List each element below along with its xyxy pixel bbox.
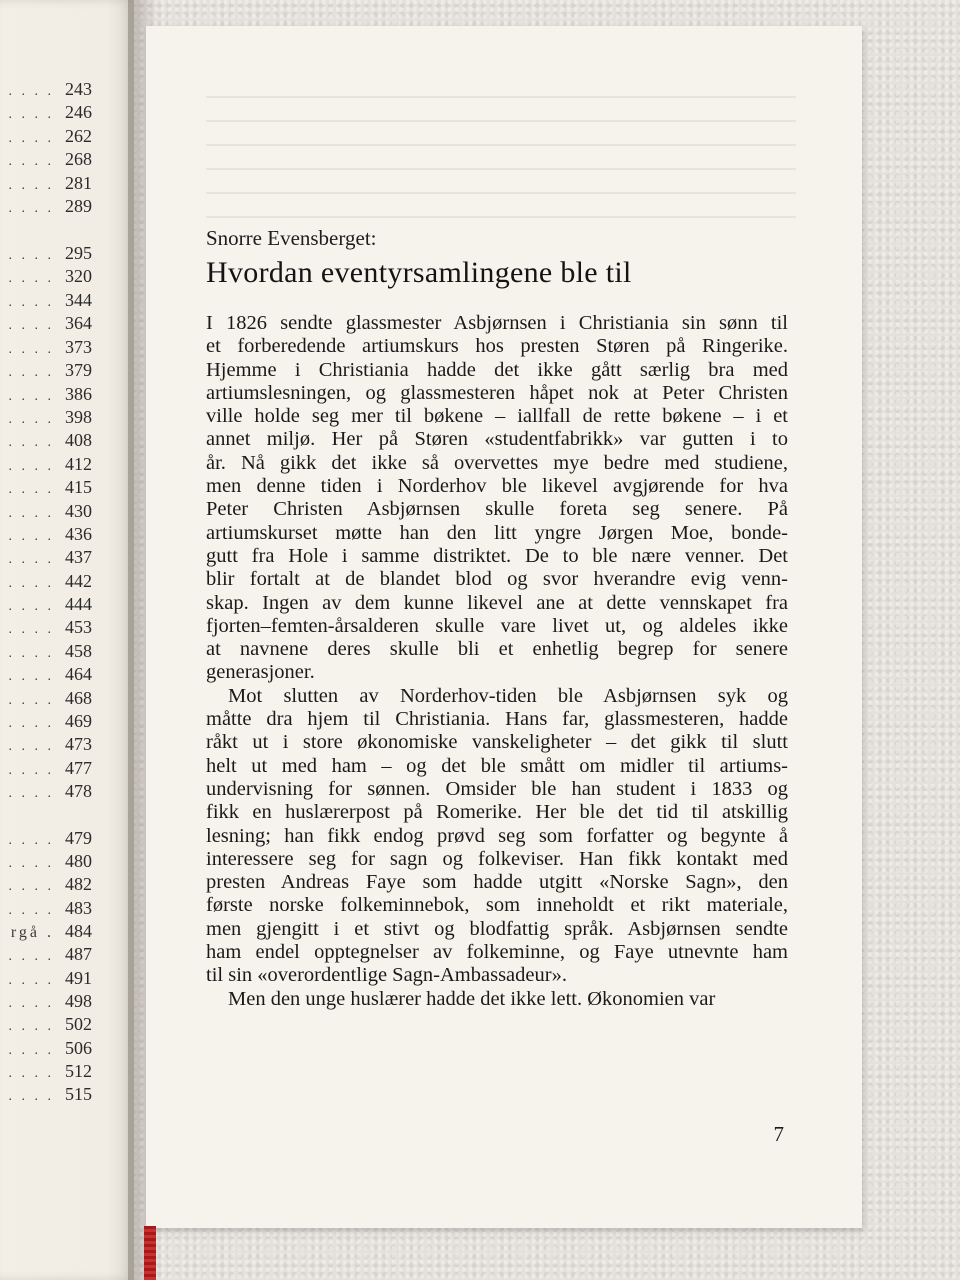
toc-entry <box>0 663 92 685</box>
toc-entry <box>0 1083 92 1105</box>
toc-leader: . . . . <box>8 459 54 474</box>
toc-entry <box>0 195 92 217</box>
body-line: fikk en huslærerpost på Romerike. Her ble det tid til atskillig <box>206 801 788 824</box>
body-line: helt ut med ham – og det ble smått om midler til artiums- <box>206 754 788 777</box>
body-line: til sin «overordentlige Sagn-Ambassadeur». <box>206 964 567 987</box>
toc-entry <box>0 101 92 123</box>
toc-entry <box>0 640 92 662</box>
toc-page-number: 398 <box>65 407 92 427</box>
toc-page-number: 246 <box>65 102 92 122</box>
toc-entry <box>0 757 92 779</box>
article-body <box>206 312 788 1011</box>
toc-leader: . . . . <box>8 482 54 497</box>
toc-leader: . . . . <box>8 996 54 1011</box>
toc-page-number: 295 <box>65 243 92 263</box>
toc-page-number: 498 <box>65 991 92 1011</box>
body-line: gutt fra Hole i samme distriktet. De to ble nære venner. Det <box>206 544 788 567</box>
toc-page-number: 480 <box>65 851 92 871</box>
body-line: interessere seg for sagn og folkeviser. Han fikk kontakt med <box>206 847 788 870</box>
body-line: måtte dra hjem til Christiania. Hans far, glassmesteren, hadde <box>206 708 788 731</box>
body-line: artiumskurset møtte han den litt yngre Jørgen Moe, bonde- <box>206 521 788 544</box>
toc-leader: . . . . <box>8 786 54 801</box>
toc-leader: . . . . <box>8 879 54 894</box>
toc-leader: . . . . <box>8 435 54 450</box>
body-line: fjorten–femten-årsalderen skulle vare livet ut, og aldeles ikke <box>206 614 788 637</box>
toc-page-number: 379 <box>65 360 92 380</box>
toc-entry <box>0 336 92 358</box>
toc-page-number: 344 <box>65 290 92 310</box>
toc-entry <box>0 593 92 615</box>
left-page <box>0 0 134 1280</box>
toc-page-number: 262 <box>65 126 92 146</box>
body-line: at navnene deres skulle bli et enhetlig begrep for senere <box>206 638 788 661</box>
toc-page-number: 458 <box>65 641 92 661</box>
toc-entry <box>0 920 92 942</box>
body-line: men denne tiden i Norderhov ble likevel avgjørende for hva <box>206 475 788 498</box>
toc-page-number: 243 <box>65 79 92 99</box>
toc-entry <box>0 242 92 264</box>
toc-entry <box>0 148 92 170</box>
body-line: blir fortalt at de blandet blod og svor hverandre evig venn- <box>206 568 788 591</box>
body-line: undervisning for sønnen. Omsider ble han student i 1833 og <box>206 777 788 800</box>
toc-leader: . . . . <box>8 271 54 286</box>
toc-leader: . . . . <box>8 412 54 427</box>
toc-leader: . . . . <box>8 365 54 380</box>
toc-entry <box>0 873 92 895</box>
toc-page-number: 464 <box>65 664 92 684</box>
body-line: første norske folkeminnebok, som inneholdt et rikt materiale, <box>206 894 788 917</box>
toc-page-number: 473 <box>65 734 92 754</box>
toc-entry <box>0 312 92 334</box>
toc-leader: . . . . <box>8 342 54 357</box>
toc-page-number: 469 <box>65 711 92 731</box>
toc-page-number: 491 <box>65 968 92 988</box>
toc-leader: . . . . <box>8 669 54 684</box>
body-line: Peter Christen Asbjørnsen skulle foreta seg senere. På <box>206 498 788 521</box>
article-title: Hvordan eventyrsamlingene ble til <box>206 256 632 289</box>
toc-entry <box>0 990 92 1012</box>
toc-leader: . . . . <box>8 318 54 333</box>
toc-page-number: 437 <box>65 547 92 567</box>
body-line: år. Nå gikk det ikke så overvettes mye bedre med studiene, <box>206 451 788 474</box>
toc-leader: . . . . <box>8 552 54 567</box>
toc-leader: . . . . <box>8 84 54 99</box>
toc-leader: . . . . <box>8 1089 54 1104</box>
toc-entry <box>0 850 92 872</box>
body-line: råkt ut i store økonomiske vanskeligheter – det gikk til slutt <box>206 731 788 754</box>
toc-entry <box>0 406 92 428</box>
show-through-text <box>206 96 796 236</box>
toc-leader: . . . . <box>8 529 54 544</box>
toc-page-number: 487 <box>65 944 92 964</box>
toc-leader: . . . . <box>8 646 54 661</box>
toc-entry <box>0 943 92 965</box>
toc-page-number: 484 <box>65 921 92 941</box>
toc-entry <box>0 383 92 405</box>
toc-entry <box>0 1013 92 1035</box>
body-line: ham endel opptegnelser av folkeminne, og Faye utnevnte ham <box>206 941 788 964</box>
toc-entry <box>0 733 92 755</box>
toc-page-number: 502 <box>65 1014 92 1034</box>
toc-entry <box>0 1037 92 1059</box>
body-line: Mot slutten av Norderhov-tiden ble Asbjørnsen syk og <box>228 684 788 707</box>
toc-leader: . . . . <box>8 295 54 310</box>
toc-page-number: 268 <box>65 149 92 169</box>
body-line: I 1826 sendte glassmester Asbjørnsen i Christiania sin sønn til <box>206 312 788 334</box>
page-number: 7 <box>773 1122 784 1146</box>
toc-leader: . . . . <box>8 716 54 731</box>
toc-leader: . . . . <box>8 1043 54 1058</box>
toc-leader: . . . . <box>8 622 54 637</box>
body-line: artiumslesningen, og glassmesteren håpet nok at Peter Christen <box>206 381 788 404</box>
toc-entry <box>0 523 92 545</box>
toc-leader: . . . . <box>8 576 54 591</box>
toc-entry <box>0 265 92 287</box>
toc-page-number: 430 <box>65 501 92 521</box>
body-line: et forberedende artiumskurs hos presten Støren på Ringerike. <box>206 335 788 358</box>
toc-leader: . . . . <box>8 949 54 964</box>
toc-page-number: 444 <box>65 594 92 614</box>
toc-entry <box>0 616 92 638</box>
toc-leader: . . . . <box>8 1019 54 1034</box>
toc-entry <box>0 359 92 381</box>
toc-entry <box>0 827 92 849</box>
toc-entry <box>0 780 92 802</box>
toc-page-number: 408 <box>65 430 92 450</box>
body-line: men gjengitt i et stivt og blodfattig språk. Asbjørnsen sendte <box>206 917 788 940</box>
right-page <box>146 26 862 1228</box>
toc-leader: . . . . <box>8 389 54 404</box>
toc-entry <box>0 1060 92 1082</box>
toc-leader: . . . . <box>8 763 54 778</box>
toc-leader: . . . . <box>8 154 54 169</box>
toc-page-number: 364 <box>65 313 92 333</box>
toc-entry <box>0 476 92 498</box>
toc-page-number: 468 <box>65 688 92 708</box>
body-line: Men den unge huslærer hadde det ikke lett. Økonomien var <box>228 987 716 1010</box>
toc-leader: . . . . <box>8 903 54 918</box>
toc-leader: . . . . <box>8 506 54 521</box>
toc-entry <box>0 546 92 568</box>
body-line: presten Andreas Faye som hadde utgitt «Norske Sagn», den <box>206 871 788 894</box>
toc-page-number: 512 <box>65 1061 92 1081</box>
toc-leader: . . . . <box>8 201 54 216</box>
article-author: Snorre Evensberget: <box>206 226 377 250</box>
toc-entry <box>0 289 92 311</box>
body-line: Hjemme i Christiania hadde det ikke gått særlig bra med <box>206 358 788 381</box>
toc-leader: . . . . <box>8 107 54 122</box>
toc-page-number: 453 <box>65 617 92 637</box>
toc-entry <box>0 172 92 194</box>
toc-entry <box>0 570 92 592</box>
body-line: skap. Ingen av dem kunne likevel ane at dette vennskapet fra <box>206 591 788 614</box>
toc-leader: . . . . <box>8 856 54 871</box>
toc-leader: . . . . <box>8 739 54 754</box>
toc-entry <box>0 967 92 989</box>
toc-page-number: 506 <box>65 1038 92 1058</box>
toc-page-number: 412 <box>65 454 92 474</box>
toc-page-number: 281 <box>65 173 92 193</box>
toc-entry <box>0 453 92 475</box>
toc-page-number: 436 <box>65 524 92 544</box>
body-line: generasjoner. <box>206 661 315 684</box>
ribbon-bookmark <box>144 1226 156 1280</box>
toc-leader: . . . . <box>8 599 54 614</box>
toc-leader: . . . . <box>8 248 54 263</box>
body-line: lesning; han fikk endog prøvd seg som forfatter og begynte å <box>206 824 788 847</box>
toc-page-number: 386 <box>65 384 92 404</box>
toc-page-number: 289 <box>65 196 92 216</box>
toc-entry <box>0 125 92 147</box>
toc-page-number: 442 <box>65 571 92 591</box>
toc-entry <box>0 429 92 451</box>
toc-leader: . . . . <box>8 1066 54 1081</box>
toc-page-number: 373 <box>65 337 92 357</box>
toc-entry <box>0 78 92 100</box>
toc-leader: . . . . <box>8 131 54 146</box>
toc-leader: . . . . <box>8 178 54 193</box>
toc-page-number: 482 <box>65 874 92 894</box>
toc-leader: . . . . <box>8 833 54 848</box>
toc-page-number: 483 <box>65 898 92 918</box>
toc-leader: rgå . <box>10 924 54 941</box>
body-line: annet miljø. Her på Støren «studentfabrikk» var gutten i to <box>206 428 788 451</box>
toc-entry <box>0 500 92 522</box>
toc-page-number: 320 <box>65 266 92 286</box>
toc-page-number: 415 <box>65 477 92 497</box>
toc-leader: . . . . <box>8 693 54 708</box>
toc-entry <box>0 710 92 732</box>
body-line: ville holde seg mer til bøkene – iallfall de rette bøkene – i et <box>206 405 788 428</box>
toc-leader: . . . . <box>8 973 54 988</box>
toc-page-number: 477 <box>65 758 92 778</box>
toc-page-number: 479 <box>65 828 92 848</box>
toc-page-number: 515 <box>65 1084 92 1104</box>
toc-entry <box>0 687 92 709</box>
toc-page-number: 478 <box>65 781 92 801</box>
toc-entry <box>0 897 92 919</box>
